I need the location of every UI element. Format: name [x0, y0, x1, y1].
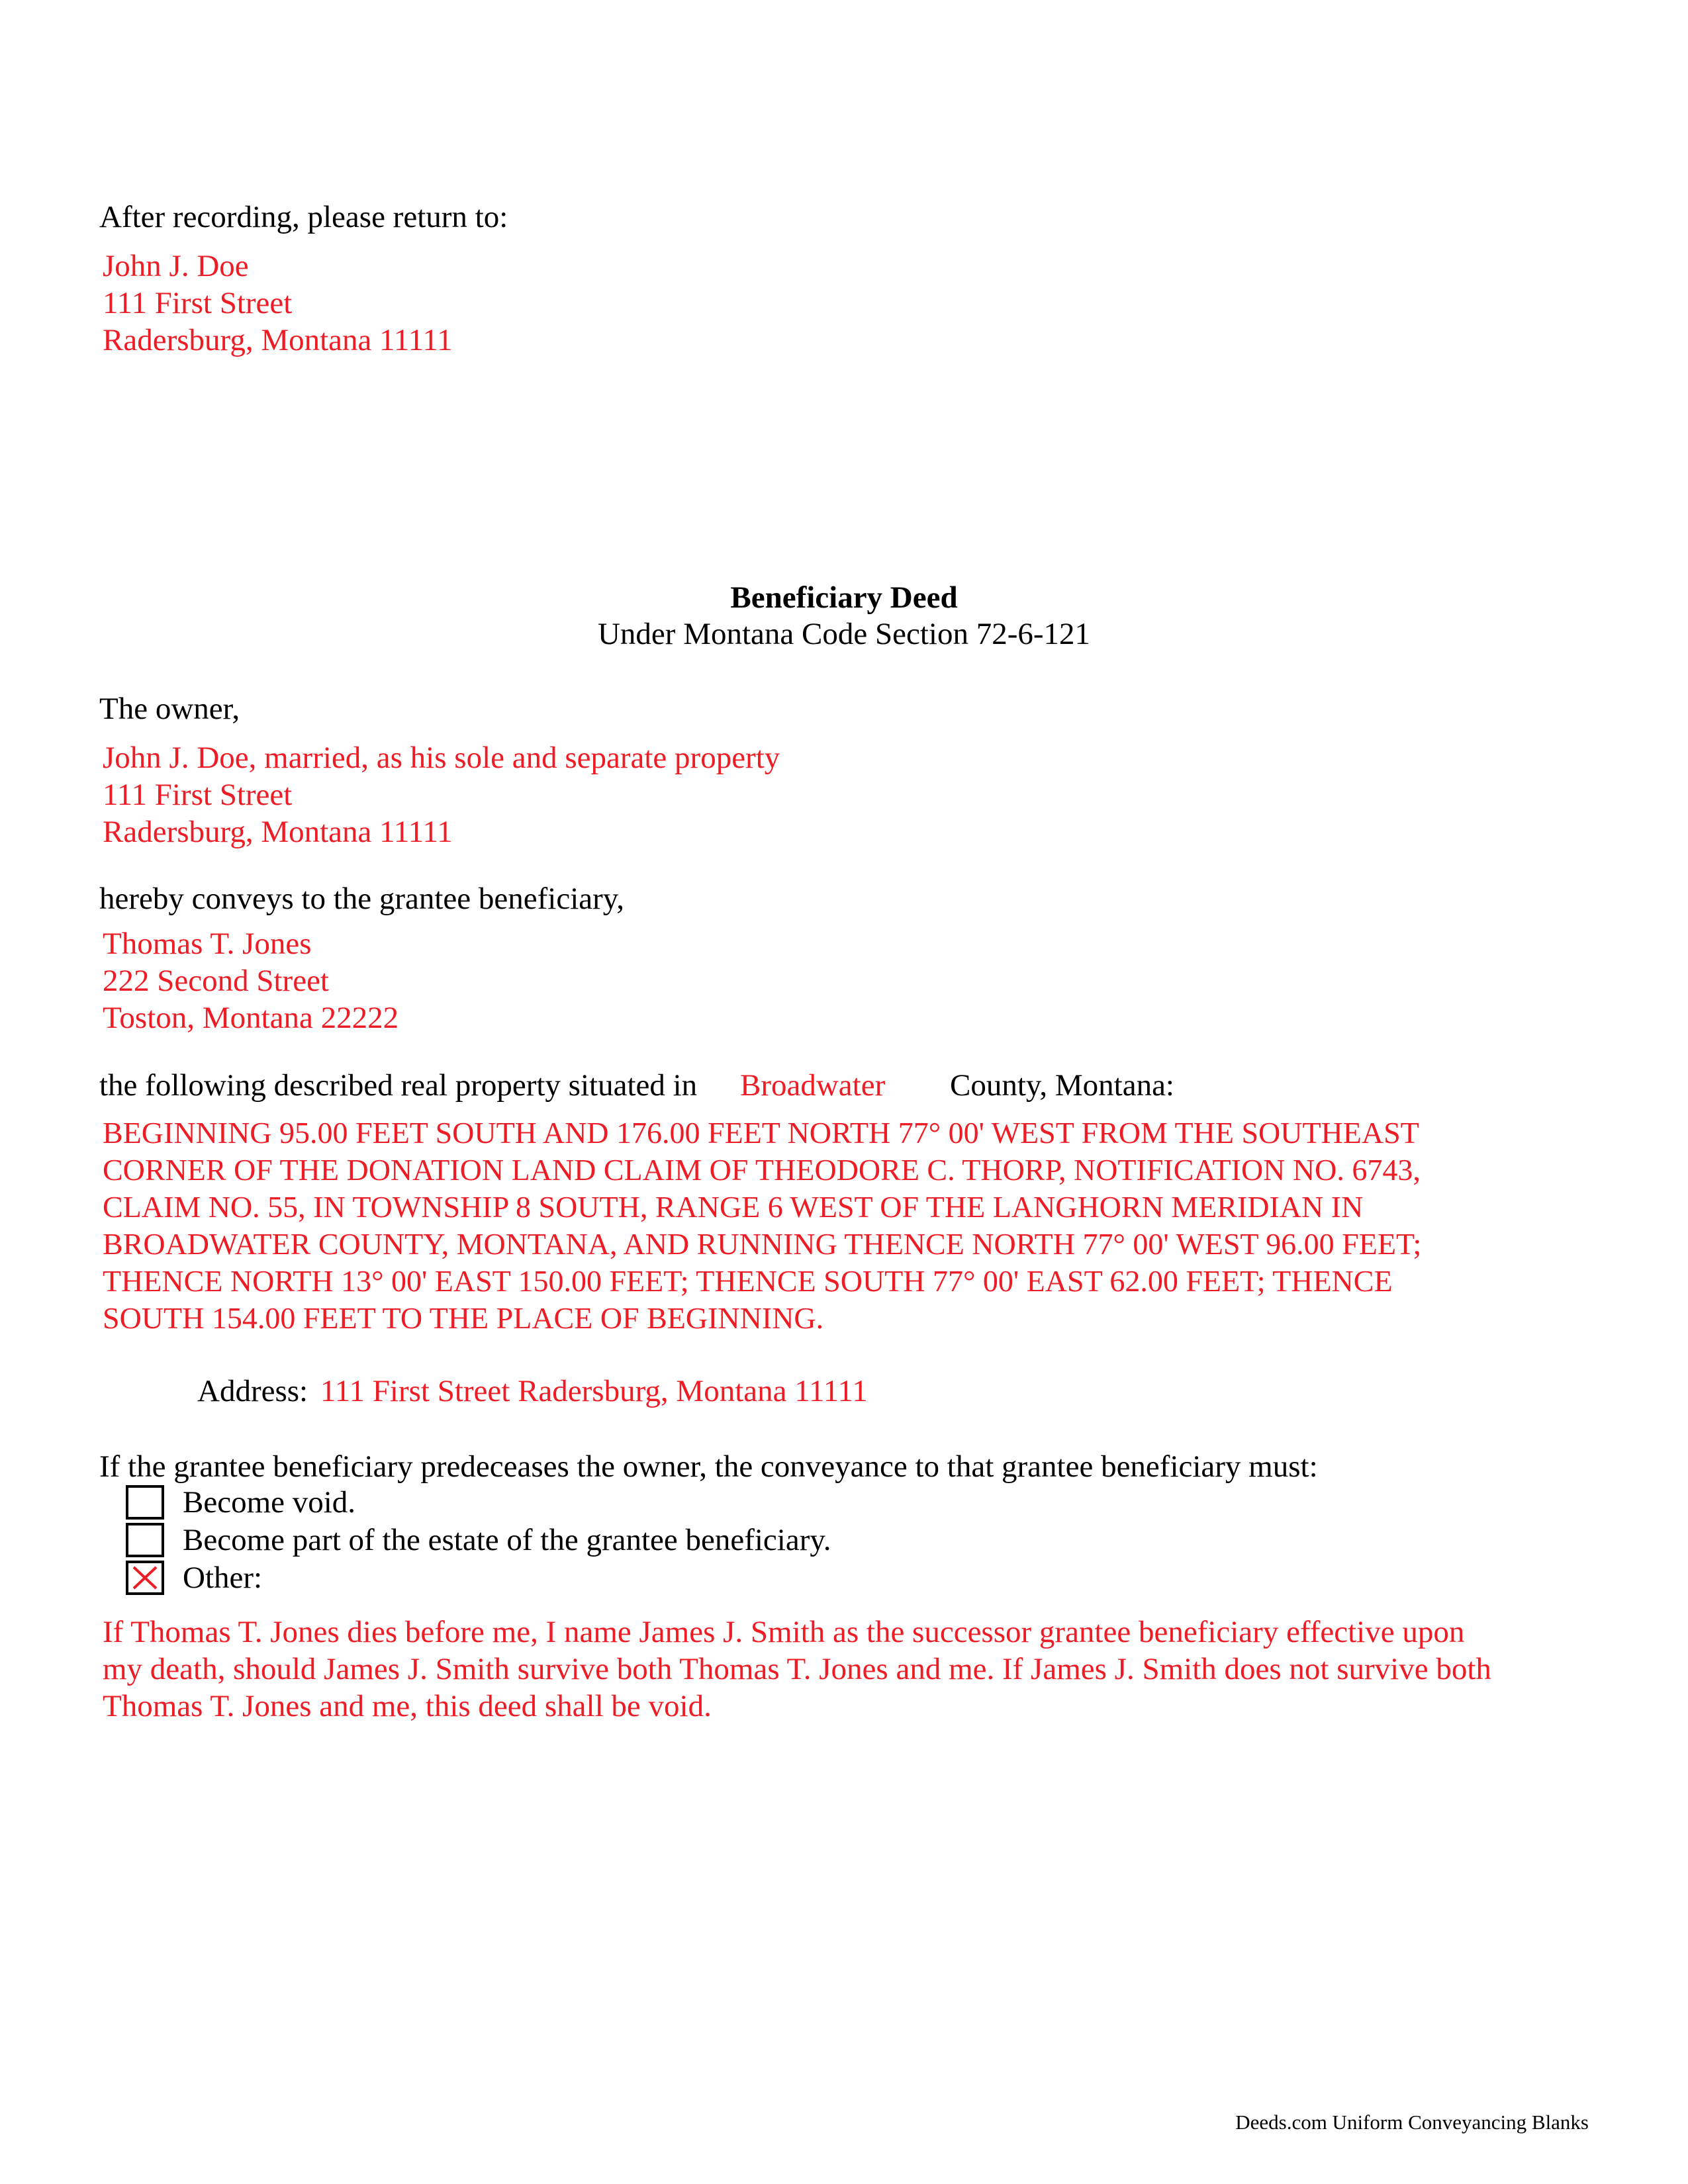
grantee-name: Thomas T. Jones: [103, 927, 312, 961]
document-subtitle: Under Montana Code Section 72-6-121: [597, 617, 1090, 651]
legal-description-line: CORNER OF THE DONATION LAND CLAIM OF THEODORE C. THORP, NOTIFICATION NO. 6743,: [103, 1153, 1421, 1187]
legal-description-line: THENCE NORTH 13° 00' EAST 150.00 FEET; THENCE SOUTH 77° 00' EAST 62.00 FEET; THENCE: [103, 1264, 1393, 1298]
return-to-city-state-zip: Radersburg, Montana 11111: [103, 323, 453, 357]
legal-description: [103, 1115, 1605, 1337]
predecease-label: If the grantee beneficiary predeceases the owner, the conveyance to that grantee beneficiary must:: [99, 1449, 1318, 1484]
footer-brand: Deeds.com Uniform Conveyancing Blanks: [1235, 2111, 1589, 2134]
checkbox-part-of-estate[interactable]: [126, 1523, 164, 1557]
grantee-label: hereby conveys to the grantee beneficiary,: [99, 882, 624, 916]
return-to-address: [103, 248, 453, 359]
other-provision-line: If Thomas T. Jones dies before me, I name James J. Smith as the successor grantee beneficiary effective upon: [103, 1615, 1465, 1649]
legal-description-line: BROADWATER COUNTY, MONTANA, AND RUNNING THENCE NORTH 77° 00' WEST 96.00 FEET;: [103, 1227, 1422, 1261]
address-value: 111 First Street Radersburg, Montana 11111: [320, 1374, 868, 1408]
checkbox-other[interactable]: [126, 1561, 164, 1595]
owner-label: The owner,: [99, 692, 240, 726]
return-to-street: 111 First Street: [103, 286, 293, 320]
property-county: Broadwater: [740, 1068, 886, 1103]
grantee-street: 222 Second Street: [103, 964, 329, 998]
option-label: Become part of the estate of the grantee beneficiary.: [183, 1523, 831, 1557]
legal-description-line: SOUTH 154.00 FEET TO THE PLACE OF BEGINNING.: [103, 1301, 824, 1335]
checkbox-become-void[interactable]: [126, 1485, 164, 1520]
other-provision-line: Thomas T. Jones and me, this deed shall be void.: [103, 1689, 712, 1723]
return-to-label: After recording, please return to:: [99, 200, 508, 234]
return-to-name: John J. Doe: [103, 249, 249, 283]
option-label: Other:: [183, 1561, 263, 1595]
legal-description-line: BEGINNING 95.00 FEET SOUTH AND 176.00 FEET NORTH 77° 00' WEST FROM THE SOUTHEAST: [103, 1116, 1419, 1150]
property-location-label: the following described real property situated in: [99, 1068, 698, 1103]
owner-name: John J. Doe, married, as his sole and separate property: [103, 741, 780, 775]
owner-city-state-zip: Radersburg, Montana 11111: [103, 815, 453, 849]
other-provision-line: my death, should James J. Smith survive both Thomas T. Jones and me. If James J. Smith does not survive both: [103, 1652, 1491, 1686]
owner-street: 111 First Street: [103, 778, 293, 812]
grantee-block: [103, 925, 399, 1036]
option-label: Become void.: [183, 1485, 356, 1520]
x-mark-icon: [128, 1563, 162, 1592]
grantee-city-state-zip: Toston, Montana 22222: [103, 1001, 399, 1035]
owner-block: [103, 739, 780, 850]
address-label: Address:: [197, 1374, 308, 1408]
document-title: Beneficiary Deed: [730, 580, 958, 615]
legal-description-line: CLAIM NO. 55, IN TOWNSHIP 8 SOUTH, RANGE 6 WEST OF THE LANGHORN MERIDIAN IN: [103, 1190, 1364, 1224]
property-county-suffix: County, Montana:: [950, 1068, 1174, 1103]
other-provision: [103, 1614, 1491, 1725]
